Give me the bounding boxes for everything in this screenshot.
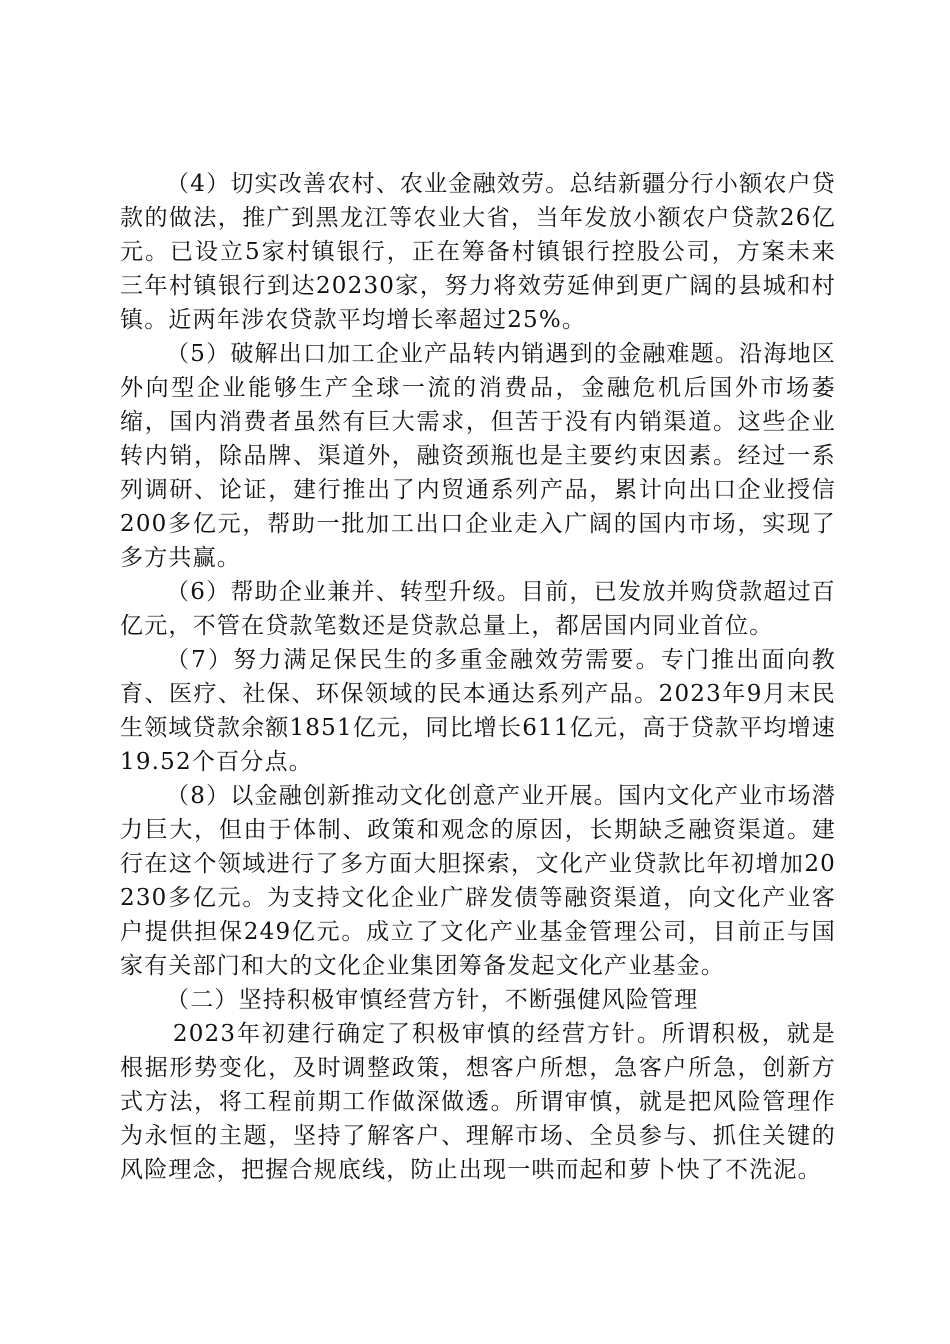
section-heading-risk-management: （二）坚持积极审慎经营方针，不断强健风险管理 bbox=[166, 987, 699, 1013]
paragraph-rural-finance: （4）切实改善农村、农业金融效劳。总结新疆分行小额农户贷款的做法，推广到黑龙江等农业大省，当年发放小额农户贷款26亿元。已设立5家村镇银行，正在筹备村镇银行控股公司，方案未来三年村镇银行到达20230家，努力将效劳延伸到更广阔的县城和村镇。近两年涉农贷款平均增长率超过25%。 bbox=[120, 171, 836, 333]
paragraph-operating-policy: 2023年初建行确定了积极审慎的经营方针。所谓积极，就是根据形势变化，及时调整政策，想客户所想，急客户所急，创新方式方法，将工程前期工作做深做透。所谓审慎，就是把风险管理作为永恒的主题，坚持了解客户、理解市场、全员参与、抓住关键的风险理念，把握合规底线，防止出现一哄而起和萝卜快了不洗泥。 bbox=[120, 1021, 836, 1183]
paragraph-mergers-upgrade: （6）帮助企业兼并、转型升级。目前，已发放并购贷款超过百亿元，不管在贷款笔数还是贷款总量上，都居国内同业首位。 bbox=[120, 579, 836, 639]
document-body bbox=[120, 167, 836, 1187]
paragraph-livelihood-finance: （7）努力满足保民生的多重金融效劳需要。专门推出面向教育、医疗、社保、环保领域的民本通达系列产品。2023年9月末民生领域贷款余额1851亿元，同比增长611亿元，高于贷款平均增速19.52个百分点。 bbox=[120, 647, 836, 775]
paragraph-cultural-industry: （8）以金融创新推动文化创意产业开展。国内文化产业市场潜力巨大，但由于体制、政策和观念的原因，长期缺乏融资渠道。建行在这个领域进行了多方面大胆探索，文化产业贷款比年初增加20230多亿元。为支持文化企业广辟发债等融资渠道，向文化产业客户提供担保249亿元。成立了文化产业基金管理公司，目前正与国家有关部门和大的文化企业集团筹备发起文化产业基金。 bbox=[120, 783, 836, 979]
paragraph-export-domestic-sales: （5）破解出口加工企业产品转内销遇到的金融难题。沿海地区外向型企业能够生产全球一流的消费品，金融危机后国外市场萎缩，国内消费者虽然有巨大需求，但苦于没有内销渠道。这些企业转内销，除品牌、渠道外，融资颈瓶也是主要约束因素。经过一系列调研、论证，建行推出了内贸通系列产品，累计向出口企业授信200多亿元，帮助一批加工出口企业走入广阔的国内市场，实现了多方共赢。 bbox=[120, 341, 836, 571]
